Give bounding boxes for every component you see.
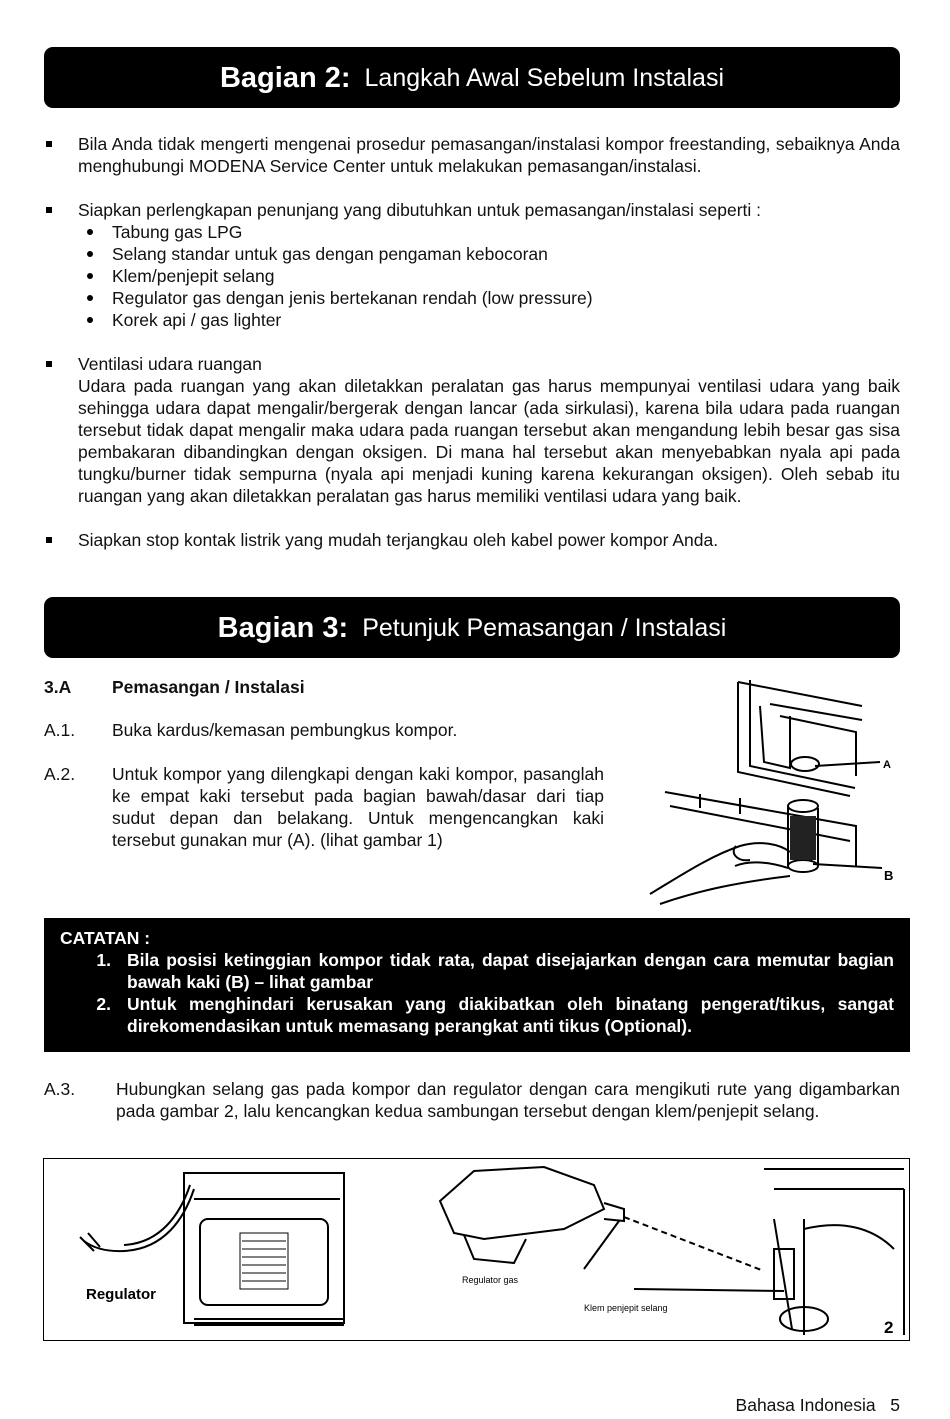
footer-language: Bahasa Indonesia [735,1395,876,1415]
equipment-item: Klem/penjepit selang [44,265,900,287]
figure-label-a: A [883,759,891,771]
section-2-list [44,133,900,551]
step-a2: A.2. Untuk kompor yang dilengkapi dengan kaki kompor, pasanglah ke empat kaki tersebut pada bagian bawah/dasar dari tiap sudut depan dan belakang. Untuk mengencangkan kaki tersebut gunakan mur (A). (lihat gambar 1) [44,764,604,850]
section-number: Bagian 3: [217,611,349,644]
page-number: 5 [890,1395,900,1415]
figure-number: 2 [884,1318,894,1337]
figure-1-stove-leg [640,676,900,908]
list-item: Siapkan stop kontak listrik yang mudah terjangkau oleh kabel power kompor Anda. [44,529,900,551]
note-item: 2. Untuk menghindari kerusakan yang diakibatkan oleh binatang pengerat/tikus, sangat direkomendasikan untuk memasang perangkat anti tikus (Optional). [96,994,894,1036]
equipment-item: Korek api / gas lighter [44,309,900,331]
step-a1: A.1. Buka kardus/kemasan pembungkus kompor. [44,720,458,740]
section-3-header [44,597,900,658]
figure-2-drawing [44,1159,908,1339]
note-item: 1. Bila posisi ketinggian kompor tidak rata, dapat disejajarkan dengan cara memutar bagian bawah kaki (B) – lihat gambar [96,950,894,992]
equipment-item: Tabung gas LPG [44,221,900,243]
section-number: Bagian 2: [219,61,351,94]
regulator-gas-label: Regulator gas [462,1275,519,1285]
figure-2-hose-route [43,1158,910,1341]
section-2-header [44,47,900,108]
ventilation-body: Udara pada ruangan yang akan diletakkan peralatan gas harus mempunyai ventilasi udara yang baik sehingga udara dapat mengalir/bergerak dengan lancar (ada sirkulasi), karena bila udara pada ruangan tersebut tidak dapat mengalir maka udara pada ruangan tersebut akan mengandung lebih besar gas sisa pembakaran dibandingkan dengan oksigen. Di mana hal tersebut akan menyebabkan nyala api pada tungku/burner tidak sempurna (nyala api menjadi kuning karena kekurangan oksigen). Oleh sebab itu ruangan yang akan diletakkan peralatan gas harus memiliki ventilasi udara yang baik. [78,376,900,506]
regulator-label: Regulator [86,1286,157,1303]
step-a3: A.3. Hubungkan selang gas pada kompor dan regulator dengan cara mengikuti rute yang digambarkan pada gambar 2, lalu kencangkan kedua sambungan tersebut dengan klem/penjepit selang. [44,1079,900,1121]
equipment-item: Regulator gas dengan jenis bertekanan rendah (low pressure) [44,287,900,309]
note-box [44,918,910,1052]
figure-label-b: B [884,868,894,883]
section-title: Petunjuk Pemasangan / Instalasi [362,613,727,642]
list-item: Siapkan perlengkapan penunjang yang dibutuhkan untuk pemasangan/instalasi seperti : [44,199,900,221]
subsection-heading: 3.A Pemasangan / Instalasi [44,677,305,697]
section-title: Langkah Awal Sebelum Instalasi [364,63,725,92]
equipment-item: Selang standar untuk gas dengan pengaman kebocoran [44,243,900,265]
clamp-label: Klem penjepit selang [584,1303,668,1313]
page-footer [736,1394,900,1416]
list-item: Bila Anda tidak mengerti mengenai prosedur pemasangan/instalasi kompor freestanding, sebaiknya Anda menghubungi MODENA Service Center untuk melakukan pemasangan/instalasi. [44,133,900,177]
list-item: Ventilasi udara ruangan [44,353,900,375]
note-title: CATATAN : [60,928,151,948]
